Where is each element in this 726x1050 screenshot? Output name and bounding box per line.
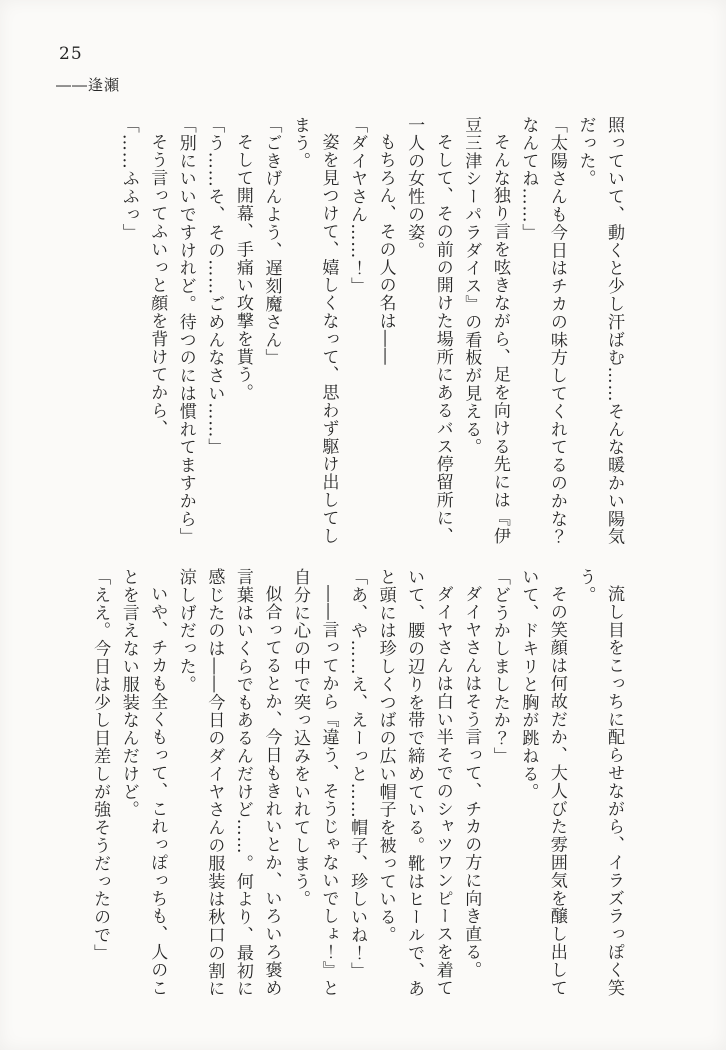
paragraph: そして開幕、手痛い攻撃を貰う。: [232, 133, 253, 402]
paragraph: 姿を見つけて、嬉しくなって、思わず駆け出してしまう。: [289, 116, 339, 545]
paragraph: そして、その前の開けた場所にあるバス停留所に、一人の女性の姿。: [404, 116, 453, 545]
paragraph: 「ごきげんよう、遅刻魔さん」: [261, 116, 282, 367]
paragraph: ダイヤさんは白い半そでのシャツワンピースを着ていて、腰の辺りを帯で締めている。靴はヒールで、あと頭には珍しくつばの広い帽子を被っている。: [375, 568, 453, 998]
paragraph: 照っていて、動くと少し汗ばむ……そんな暖かい陽気だった。: [575, 116, 624, 546]
paragraph: 「ええ。今日は少し日差しが強そうだったので」: [90, 568, 111, 962]
paragraph: 「どうかしましたか？」: [489, 568, 510, 765]
page-number: 25: [59, 44, 83, 64]
paragraph: そんな独り言を呟きながら、足を向ける先には『伊豆三津シーパラダイス』の看板が見える。: [461, 116, 510, 545]
paragraph: 流し目をこっちに配らせながら、イラズラっぽく笑う。: [575, 568, 624, 997]
paragraph: 「あ、や……え、えーっと……帽子、珍しいね！」: [347, 568, 368, 980]
paragraph: ――言ってから『違う、そうじゃないでしょ！』と自分に心の中で突っ込みをいれてしまう。: [289, 568, 339, 997]
paragraph: ダイヤさんはそう言って、チカの方に向き直る。: [461, 585, 482, 979]
text-block-top: [83, 116, 628, 554]
paragraph: 似合ってるとか、今日もきれいとか、いろいろ褒め言葉はいくらでもあるんだけど……。何より、最初に感じたのは――今日のダイヤさんの服装は秋口の割に涼しげだった。: [175, 568, 282, 998]
paragraph: もちろん、その人の名は――: [375, 133, 396, 366]
paragraph: そう言ってふいっと顔を背けてから、: [147, 133, 168, 438]
paragraph: その笑顔は何故だか、大人びた雰囲気を醸し出していて、ドキリと胸が跳ねる。: [518, 568, 567, 997]
paragraph: 「太陽さんも今日はチカの味方してくれてるのかな？なんてね……」: [518, 116, 567, 546]
chapter-title: ――逢瀬: [56, 76, 121, 94]
text-block-bottom: [83, 568, 628, 1006]
paragraph: 「ダイヤさん……！」: [347, 116, 368, 295]
paragraph: 「……ふふっ」: [118, 116, 139, 242]
paragraph: 「別にいいですけれど。待つのには慣れてますから」: [175, 116, 196, 546]
paragraph: 「う……そ、その……ごめんなさい……」: [204, 116, 225, 457]
paragraph: いや、チカも全くもって、これっぽっちも、人のことを言えない服装なんだけど。: [118, 568, 168, 997]
